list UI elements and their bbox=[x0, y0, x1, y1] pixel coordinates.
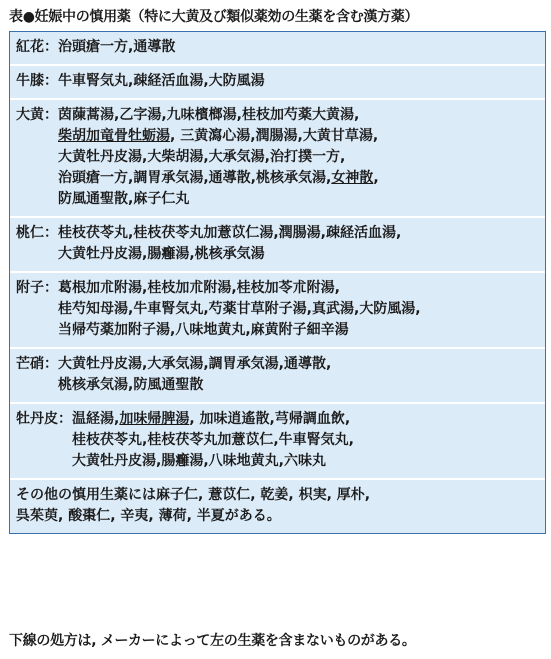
footnote: 下線の処方は, メーカーによって左の生薬を含まないものがある。 bbox=[9, 633, 416, 649]
formula-name: 牛車腎気丸, bbox=[278, 432, 354, 448]
table-row bbox=[10, 100, 545, 218]
row-line bbox=[16, 299, 539, 320]
table-row bbox=[10, 218, 545, 273]
table-row bbox=[10, 32, 545, 66]
row-line bbox=[16, 147, 539, 168]
formula-name: 大黄牡丹皮湯, bbox=[58, 356, 148, 372]
formula-name: 温経湯, bbox=[72, 411, 120, 427]
formula-name: 大黄牡丹皮湯, bbox=[58, 149, 148, 165]
formula-name: 麻子仁丸 bbox=[133, 191, 190, 207]
row-line bbox=[16, 105, 539, 126]
formula-name: , bbox=[373, 170, 379, 186]
formula-name: 芍薬甘草附子湯, bbox=[208, 301, 312, 317]
formula-name: , 三黄瀉心湯, bbox=[170, 128, 256, 144]
row-line bbox=[16, 451, 539, 472]
herb-label: 大黄： bbox=[16, 107, 58, 123]
formula-name: 芎帰調血飲, bbox=[274, 411, 351, 427]
formula-name: 大承気湯, bbox=[147, 356, 209, 372]
formula-name: 麻黄附子細辛湯 bbox=[250, 322, 349, 338]
formula-name: 大防風湯, bbox=[359, 301, 421, 317]
formula-name: 疎経活血湯, bbox=[325, 225, 402, 241]
formula-name: 桂枝茯苓丸, bbox=[58, 225, 134, 241]
formula-name: 桂芍知母湯, bbox=[58, 301, 134, 317]
herb-label: 牛膝： bbox=[16, 73, 58, 89]
herb-label: 桃仁： bbox=[16, 225, 58, 241]
other-note-line: 呉茱萸, 酸棗仁, 辛夷, 薄荷, 半夏がある。 bbox=[16, 508, 281, 524]
table-row bbox=[10, 273, 545, 349]
formula-name: 桂枝加芍薬大黄湯, bbox=[241, 107, 360, 123]
row-line bbox=[16, 320, 539, 341]
row-line bbox=[16, 189, 539, 210]
formula-name: 当帰芍薬加附子湯, bbox=[58, 322, 176, 338]
formula-name: 防風通聖散, bbox=[58, 191, 134, 207]
formula-name: 通導散, bbox=[208, 170, 256, 186]
formula-name: 桃核承気湯 bbox=[194, 246, 265, 262]
formula-name: 潤腸湯, bbox=[278, 225, 326, 241]
formula-name: 八味地黄丸, bbox=[208, 453, 284, 469]
formula-name: 六味丸 bbox=[283, 453, 326, 469]
row-line bbox=[16, 126, 539, 147]
formula-name: 大防風湯 bbox=[208, 73, 265, 89]
formula-name: 茵蔯蒿湯, bbox=[58, 107, 120, 123]
formula-name: 八味地黄丸, bbox=[175, 322, 251, 338]
row-line bbox=[16, 223, 539, 244]
formula-name: 腸癰湯, bbox=[161, 453, 209, 469]
row-line bbox=[16, 278, 539, 299]
formula-name: 牛車腎気丸, bbox=[58, 73, 134, 89]
formula-name: 治頭瘡一方, bbox=[58, 170, 134, 186]
row-line bbox=[16, 375, 539, 396]
formula-name: 大黄牡丹皮湯, bbox=[72, 453, 162, 469]
formula-name: 通導散, bbox=[283, 356, 332, 372]
formula-name: 牛車腎気丸, bbox=[133, 301, 209, 317]
formula-name: 加味帰脾湯 bbox=[119, 411, 190, 427]
formula-name: 疎経活血湯, bbox=[133, 73, 209, 89]
formula-name: 腸癰湯, bbox=[147, 246, 195, 262]
formula-name: 潤腸湯, bbox=[255, 128, 303, 144]
formula-name: 九味檳榔湯, bbox=[166, 107, 242, 123]
table-row bbox=[10, 349, 545, 404]
formula-name: 大黄甘草湯, bbox=[302, 128, 379, 144]
row-line bbox=[16, 37, 539, 58]
formula-name: 葛根加朮附湯, bbox=[58, 280, 148, 296]
row-line bbox=[16, 430, 539, 451]
herb-label: 芒硝： bbox=[16, 356, 58, 372]
formula-name: 通導散 bbox=[133, 39, 176, 55]
row-line bbox=[16, 168, 539, 189]
other-note-line: その他の慎用生薬には麻子仁, 薏苡仁, 乾姜, 枳実, 厚朴, bbox=[16, 487, 371, 503]
table-title: 表●妊娠中の慎用薬（特に大黄及び類似薬効の生薬を含む漢方薬） bbox=[9, 9, 419, 25]
herbal-medicine-table bbox=[9, 31, 546, 534]
other-herbs-note bbox=[10, 480, 545, 533]
formula-name: 乙字湯, bbox=[119, 107, 167, 123]
row-line bbox=[16, 409, 539, 430]
formula-name: 桂枝加苓朮附湯, bbox=[236, 280, 340, 296]
herb-label: 附子： bbox=[16, 280, 58, 296]
row-line bbox=[16, 244, 539, 265]
formula-name: 調胃承気湯, bbox=[208, 356, 284, 372]
formula-name: 大黄牡丹皮湯, bbox=[58, 246, 148, 262]
formula-name: 調胃承気湯, bbox=[133, 170, 209, 186]
row-line bbox=[16, 354, 539, 375]
table-row bbox=[10, 66, 545, 100]
formula-name: 治頭瘡一方, bbox=[58, 39, 134, 55]
formula-name: 柴胡加竜骨牡蛎湯 bbox=[58, 128, 170, 144]
formula-name: 桃核承気湯, bbox=[255, 170, 332, 186]
formula-name: 桂枝加朮附湯, bbox=[147, 280, 237, 296]
formula-name: 治打撲一方, bbox=[269, 149, 346, 165]
formula-name: 防風通聖散 bbox=[133, 377, 204, 393]
formula-name: 桂枝茯苓丸加薏苡仁湯, bbox=[133, 225, 279, 241]
formula-name: 大承気湯, bbox=[208, 149, 270, 165]
formula-name: 真武湯, bbox=[311, 301, 360, 317]
formula-name: , 加味逍遙散, bbox=[189, 411, 275, 427]
table-row bbox=[10, 404, 545, 480]
row-line bbox=[16, 71, 539, 92]
herb-label: 牡丹皮： bbox=[16, 411, 72, 427]
formula-name: 大柴胡湯, bbox=[147, 149, 209, 165]
herb-label: 紅花： bbox=[16, 39, 58, 55]
formula-name: 桂枝茯苓丸加薏苡仁, bbox=[147, 432, 279, 448]
formula-name: 女神散 bbox=[331, 170, 374, 186]
formula-name: 桃核承気湯, bbox=[58, 377, 134, 393]
formula-name: 桂枝茯苓丸, bbox=[72, 432, 148, 448]
